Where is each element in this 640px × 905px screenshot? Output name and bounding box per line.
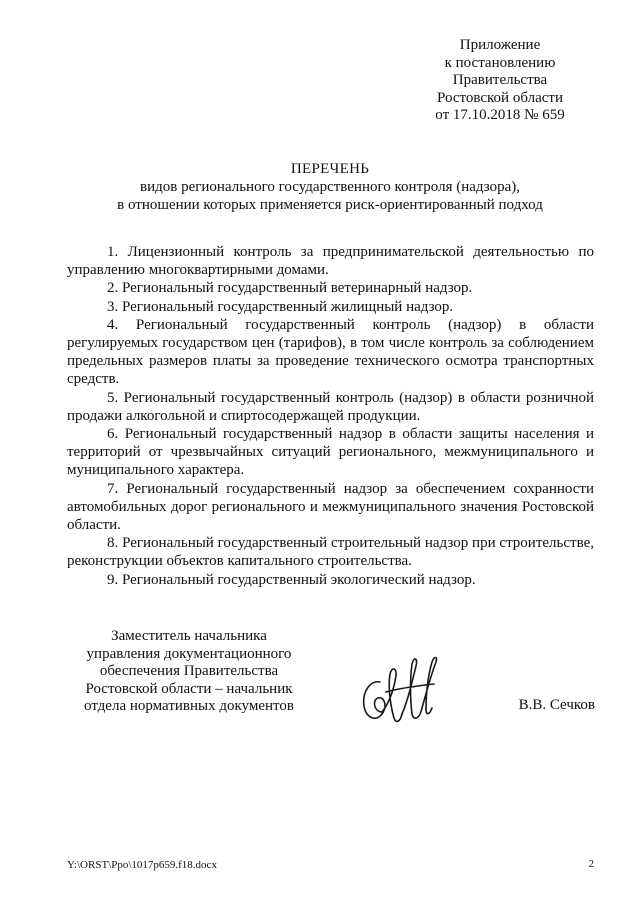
list-item: 9. Региональный государственный экологический надзор.: [107, 571, 476, 588]
signatory-name: В.В. Сечков: [518, 697, 595, 713]
signatory-position: [64, 628, 314, 716]
appendix-line: к постановлению: [444, 54, 556, 71]
page-number: 2: [588, 858, 594, 870]
signatory-line: Заместитель начальника: [111, 628, 267, 644]
appendix-line: Правительства: [452, 72, 548, 88]
list-item: 7. Региональный государственный надзор за обеспечением сохранности автомобильных дорог регионального и межмуниципального значения Ростовской области.: [67, 480, 594, 534]
appendix-line: Приложение: [459, 37, 541, 53]
document-heading: [60, 160, 600, 214]
signatory-line: управления документационного: [86, 645, 292, 662]
document-subtitle: видов регионального государственного контроля (надзора),: [140, 179, 520, 195]
appendix-date-number: от 17.10.2018 № 659: [435, 107, 565, 123]
signatory-line: Ростовской области – начальник: [85, 680, 293, 697]
list-item: 8. Региональный государственный строительный надзор при строительстве, реконструкции объектов капитального строительства.: [67, 535, 594, 570]
list-item: 4. Региональный государственный контроль (надзор) в области регулируемых государством цен (тарифов), в том числе контроль за соблюдением предельных размеров платы за проведение технического осмотра транспортных средств.: [67, 316, 594, 388]
list-item: 2. Региональный государственный ветеринарный надзор.: [107, 280, 473, 297]
document-title: ПЕРЕЧЕНЬ: [290, 161, 370, 177]
list-item: 1. Лицензионный контроль за предпринимательской деятельностью по управлению многоквартирными домами.: [67, 244, 594, 279]
list-item: 5. Региональный государственный контроль (надзор) в области розничной продажи алкогольной и спиртосодержащей продукции.: [67, 389, 594, 424]
signatory-line: обеспечения Правительства: [99, 663, 279, 679]
control-types-list: [67, 243, 594, 589]
list-item: 6. Региональный государственный надзор в области защиты населения и территорий от чрезвычайных ситуаций регионального, межмуниципального и муниципального характера.: [67, 426, 594, 479]
appendix-header: [400, 37, 600, 125]
handwritten-signature: [356, 652, 446, 730]
document-subtitle: в отношении которых применяется риск-ориентированный подход: [117, 196, 543, 213]
appendix-line: Ростовской области: [437, 89, 563, 106]
footer-file-path: Y:\ORST\Ppo\1017p659.f18.docx: [67, 859, 217, 871]
list-item: 3. Региональный государственный жилищный надзор.: [107, 298, 454, 315]
signatory-line: отдела нормативных документов: [84, 698, 294, 714]
